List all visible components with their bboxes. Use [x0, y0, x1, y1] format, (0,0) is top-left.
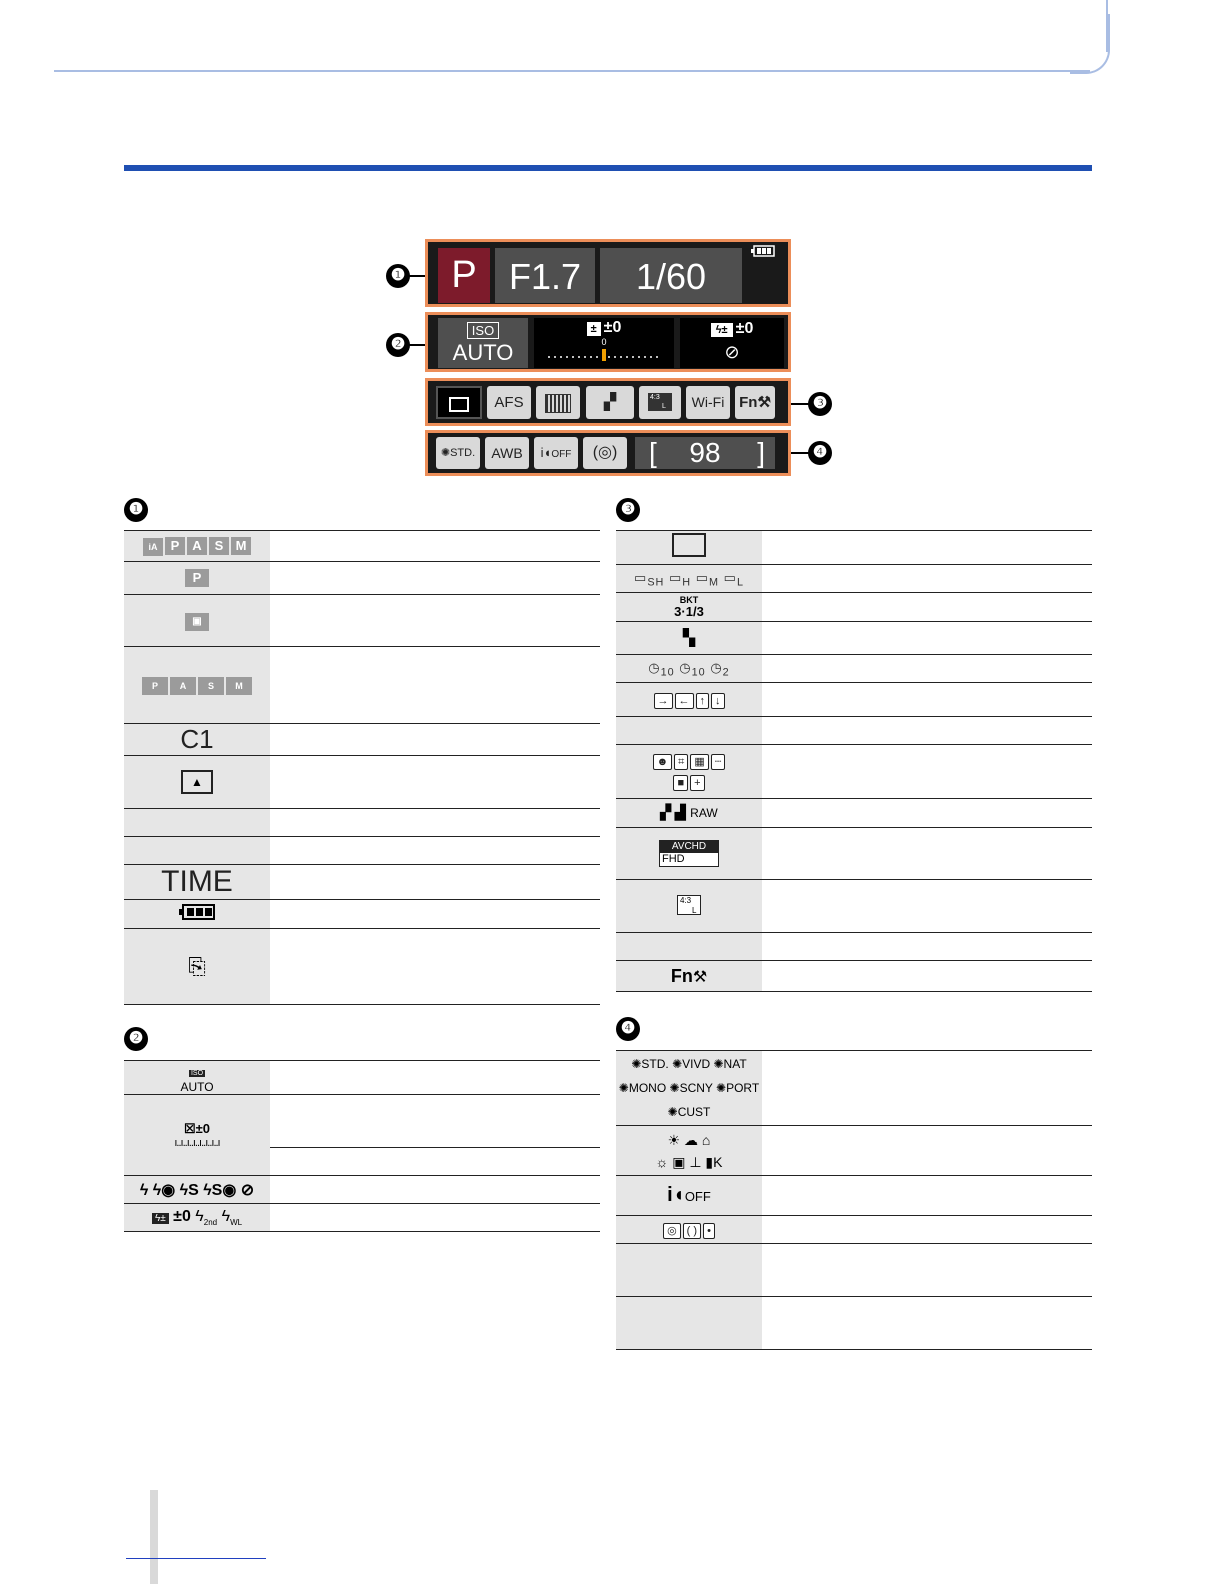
exposure-display: [534, 318, 674, 368]
flash-adjust-icons: ϟ± ±0 $ϟ_{2nd}$ $ϟ_{WL}$: [124, 1204, 270, 1232]
af-area-icons: ☻ ⌗ ▦ ┄ ■ +: [616, 745, 762, 799]
page-frame-bottom: [54, 70, 1090, 72]
metering-icon: (◎): [592, 444, 618, 461]
focus-bracket-icon: ▚: [616, 622, 762, 655]
flash-comp-icon: ϟ±: [711, 323, 733, 337]
card-access-icon: ⎘: [124, 929, 270, 1005]
shutter-speed: 1/60: [600, 248, 742, 303]
page-frame-corner: [1070, 14, 1110, 74]
wrench-icon: ⚒: [757, 394, 771, 411]
callout-1-line: [406, 275, 425, 277]
single-shot-icon: [449, 397, 469, 412]
fn-button[interactable]: Fn⚒: [735, 386, 775, 419]
footer-link-line: [126, 1558, 266, 1559]
white-balance-button[interactable]: AWB: [485, 437, 529, 469]
section-2-table: [124, 1060, 600, 1232]
panorama-direction-icons: → ← ↑ ↓: [616, 683, 762, 717]
metering-mode-icons: ◎ ( ) •: [616, 1216, 762, 1244]
section-1-heading: ❶: [124, 498, 148, 522]
empty-icon-cell: [616, 1297, 762, 1350]
iso-sensitivity-icon: ISO AUTO: [124, 1061, 270, 1095]
recording-format-icon: AVCHD FHD: [616, 828, 762, 880]
quality-icon: ▞: [603, 394, 617, 411]
section-3-heading: ❸: [616, 498, 640, 522]
battery-indicator-icon: [124, 900, 270, 929]
aperture-value: F1.7: [495, 248, 595, 303]
flash-mode-icons: ϟ ϟ◉ ϟS ϟS◉ ⊘: [124, 1176, 270, 1204]
i-exposure-button[interactable]: i◖OFF: [534, 437, 578, 469]
time-icon: TIME: [124, 865, 270, 900]
metering-button[interactable]: [583, 437, 627, 469]
self-timer-icons: $◷_{10}$ $◷_{10}$ $◷_2$: [616, 655, 762, 683]
white-balance-icons: ☀ ☁ ⌂ ☼ ▣ ⊥ ▮K: [616, 1126, 762, 1176]
fn-setting-icon: Fn⚒: [616, 961, 762, 992]
exposure-compensation-icon: ☒±0 ı..ı..ı..ı..ı..ı..ı..ı: [124, 1095, 270, 1176]
iso-label: ISO: [467, 322, 499, 339]
section-2-heading: ❷: [124, 1027, 148, 1051]
creative-video-mode-icons: P A S M: [124, 647, 270, 724]
remaining-shots: [ 98 ]: [635, 437, 775, 469]
wifi-button[interactable]: Wi-Fi: [686, 386, 730, 419]
callout-2-line: [406, 344, 425, 346]
section-title-bar: [124, 165, 1092, 171]
panel-row-2: [425, 312, 791, 372]
empty-icon-cell: [616, 933, 762, 961]
program-shift-icon: P: [124, 562, 270, 595]
i-exposure-icon: i◖OFF: [616, 1176, 762, 1216]
callout-4-line: [791, 452, 810, 454]
burst-icons: $▭_{SH}$ $▭_H$ $▭_M$ $▭_L$: [616, 565, 762, 593]
aspect-size-icon: 4:3 L: [648, 393, 672, 411]
photo-style-icon: ✺: [440, 447, 451, 459]
single-drive-icon: [616, 531, 762, 565]
picture-size-icon: 4:3 L: [616, 880, 762, 933]
empty-icon-cell: [124, 837, 270, 865]
creative-video-icon: ▣: [124, 595, 270, 647]
callout-4: ❹: [808, 441, 832, 465]
footer-bar: [150, 1490, 158, 1584]
panel-row-3: [425, 378, 791, 426]
iso-display: [438, 318, 528, 368]
panel-row-4: [425, 430, 791, 476]
quality-icons: ▞ ▟ RAW: [616, 799, 762, 828]
callout-3-line: [791, 403, 810, 405]
exposure-scale-zero: 0: [601, 337, 607, 347]
scene-guide-icon: ▲: [124, 756, 270, 809]
section-4-heading: ❹: [616, 1017, 640, 1041]
panel-row-1: [425, 239, 791, 307]
drive-mode-single[interactable]: [436, 386, 482, 419]
af-mode-button[interactable]: AFS: [487, 386, 531, 419]
flash-comp-display: [680, 318, 784, 368]
photo-style-button[interactable]: ✺STD.: [436, 437, 480, 469]
battery-icon: [748, 244, 778, 256]
recording-mode-icons: iA P A S M: [124, 531, 270, 562]
flash-comp-value: ±0: [735, 320, 754, 337]
empty-icon-cell: [616, 717, 762, 745]
callout-2: ❷: [386, 333, 410, 357]
af-area-button[interactable]: [536, 386, 580, 419]
exposure-value: ±0: [603, 319, 622, 336]
empty-icon-cell: [616, 1244, 762, 1297]
empty-icon-cell: [124, 809, 270, 837]
custom-mode-icon: C1: [124, 724, 270, 756]
picture-size-button[interactable]: [639, 386, 681, 419]
photo-style-icons: ✺STD. ✺VIVD ✺NAT ✺MONO ✺SCNY ✺PORT ✺CUST: [616, 1051, 762, 1126]
wrench-icon: ⚒: [692, 968, 708, 986]
multi-area-icon: [545, 394, 571, 413]
iso-value: AUTO: [452, 340, 514, 365]
callout-3: ❸: [808, 392, 832, 416]
bracket-icon: BKT 3·1/3: [616, 593, 762, 622]
section-4-table: [616, 1050, 1092, 1350]
i-exposure-icon: i◖: [540, 445, 552, 460]
exposure-scale: [544, 347, 664, 361]
exposure-comp-icon: ±: [587, 322, 601, 336]
flash-off-icon: ⊘: [724, 342, 740, 362]
mode-indicator: P: [438, 248, 490, 303]
callout-1: ❶: [386, 264, 410, 288]
quality-button[interactable]: [586, 386, 634, 419]
section-1-table: [124, 530, 600, 1005]
section-3-table: [616, 530, 1092, 992]
